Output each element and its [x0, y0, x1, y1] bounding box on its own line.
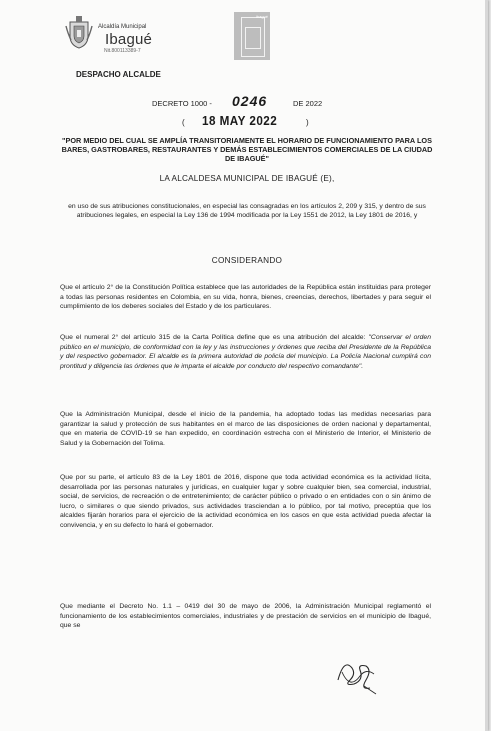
brand-tag: ibagué: [256, 14, 269, 19]
municipal-crest-icon: [64, 14, 94, 50]
intro-paragraph: en uso de sus atribuciones constitucionales, en especial las consagradas en los artículos 2, 209 y 315, y dentro de sus atribuciones legales, en especial la Ley 136 de 1994 modificada por la Ley 1551 de 2012, la Ley 1801 de 2016, y: [68, 203, 426, 220]
decree-number: 0246: [232, 93, 268, 109]
date-paren-open: (: [182, 118, 185, 127]
office-label: DESPACHO ALCALDE: [76, 70, 161, 79]
considerando-heading: CONSIDERANDO: [211, 256, 283, 265]
page-edge-shadow: [485, 0, 488, 731]
paragraph-3: Que la Administración Municipal, desde el inicio de la pandemia, ha adoptado todas las medidas necesarias para garantizar la salud y protección de sus habitantes en el marco de las disposiciones de orden nacional y departamental, que en materia de COVID-19 se han expedido, en coordinación estrecha con el Ministerio de Interior, el Ministerio de Salud y la Gobernación del Tolima.: [60, 411, 431, 447]
paragraph-4: Que por su parte, el artículo 83 de la Ley 1801 de 2016, dispone que toda actividad económica es la actividad lícita, desarrollada por las personas naturales y jurídicas, en cualquier lugar y sobre cualquier bien, sea comercial, industrial, social, de servicios, de recreación o de entretenimiento; de carácter público o privado o en entidades con o sin ánimo de lucro, o similares o que siendo privados, sus actividades trasciendan a lo público, por tal motivo, preceptúa que los alcaldes fijarán horarios para el ejercicio de la actividad económica en los casos en que esta actividad pueda afectar la convivencia, y en su defecto lo hará el gobernador.: [60, 474, 431, 529]
decree-date-stamp: 18 MAY 2022: [202, 113, 278, 128]
handwritten-signature: [330, 650, 380, 698]
paragraph-2: [60, 333, 431, 371]
date-paren-close: ): [306, 118, 309, 127]
paragraph-1: Que el artículo 2° de la Constitución Política establece que las autoridades de la República están instituidas para proteger a todas las personas residentes en Colombia, en su vida, honra, bienes, creencias, derechos, libertades y para seguir el cumplimiento de los deberes sociales del Estado y de los particulares.: [60, 284, 431, 310]
paragraph-2-quote: "Conservar el orden público en el municipio, de conformidad con la ley y las instrucciones y órdenes que reciba del Presidente de la República y del respectivo gobernador. El alcalde es la primera autoridad de policía del municipio. La Policía Nacional cumplirá con prontitud y diligencia las órdenes que le imparta el alcalde por conducto del respectivo comandante".: [60, 334, 431, 370]
paragraph-2-lead: Que el numeral 2° del artículo 315 de la Carta Política define que es una atribución del alcalde:: [60, 334, 369, 341]
org-nit: Nit.800113389-7: [104, 48, 141, 54]
ibague-brand-logo: [234, 12, 270, 60]
decree-title: "POR MEDIO DEL CUAL SE AMPLÍA TRANSITORIAMENTE EL HORARIO DE FUNCIONAMIENTO PARA LOS BARES, GASTROBARES, RESTAURANTES Y DEMÁS ESTABLECIMIENTOS COMERCIALES DE LA CIUDAD DE IBAGUÉ": [61, 136, 433, 163]
decree-prefix: DECRETO 1000 -: [152, 99, 212, 108]
decree-year: DE 2022: [293, 99, 323, 108]
org-small-label: Alcaldía Municipal: [98, 24, 147, 30]
org-name: Ibagué: [105, 31, 153, 48]
paragraph-5: Que mediante el Decreto No. 1.1 – 0419 del 30 de mayo de 2006, la Administración Municipal reglamentó el funcionamiento de los establecimientos comerciales, industriales y de prestación de servicios en el municipio de Ibagué, que se: [60, 603, 431, 629]
authority-heading: LA ALCALDESA MUNICIPAL DE IBAGUÉ (E),: [159, 174, 335, 183]
